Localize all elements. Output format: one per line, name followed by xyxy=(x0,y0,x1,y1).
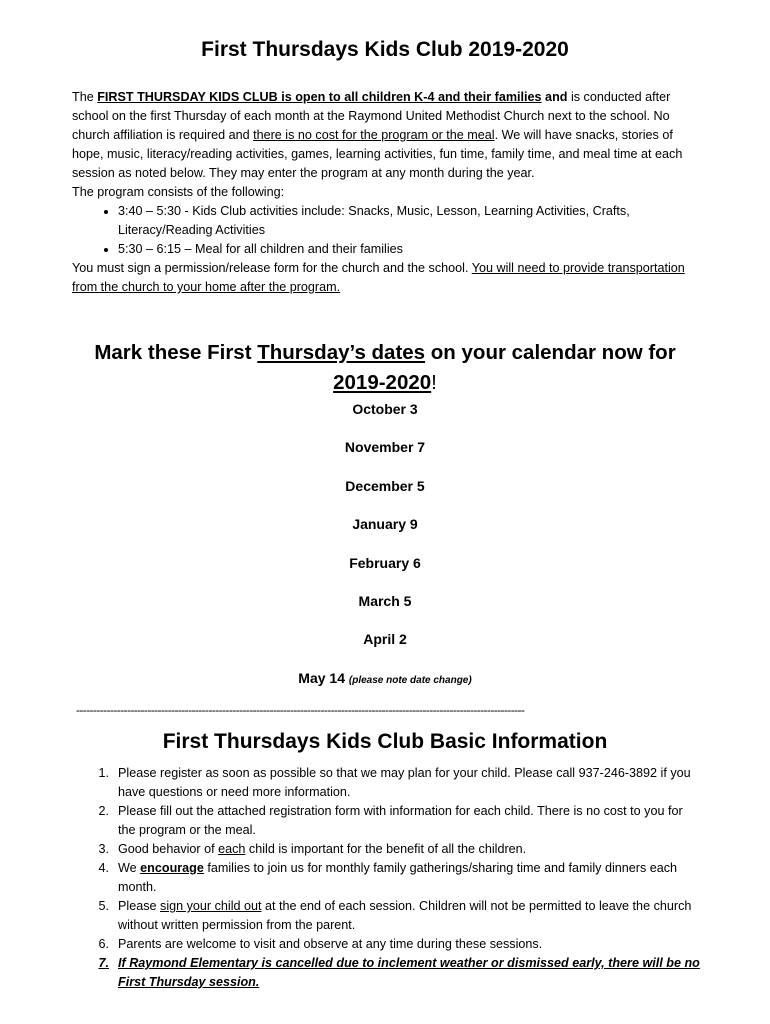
info-item-emphasis: each xyxy=(218,842,246,856)
info-item-text: child is important for the benefit of all the children. xyxy=(245,842,527,856)
permission-paragraph xyxy=(72,259,702,297)
info-item-number: 3. xyxy=(98,842,109,856)
intro-and-text: and xyxy=(541,90,568,104)
program-consists-text: The program consists of the following: xyxy=(72,185,285,199)
info-item xyxy=(72,840,702,859)
calendar-heading-underlined: Thursday’s dates xyxy=(257,341,426,364)
session-date: February 6 xyxy=(349,554,421,571)
info-item-text-group xyxy=(118,840,702,859)
info-item-text: Please register as soon as possible so that we may plan for your child. Please call 937-246-3892 if you have questions or need more information. xyxy=(118,766,691,799)
session-date: December 5 xyxy=(345,477,425,494)
session-date: November 7 xyxy=(344,439,426,456)
info-item-number: 7. xyxy=(98,956,109,970)
session-date: April 2 xyxy=(363,631,407,648)
basic-info-title: First Thursdays Kids Club Basic Information xyxy=(162,730,608,753)
info-item-text-group xyxy=(118,897,702,935)
program-schedule-list xyxy=(72,202,702,259)
info-item-number: 5. xyxy=(98,899,109,913)
info-item-number: 2. xyxy=(98,804,109,818)
schedule-item: • 3:40 – 5:30 - Kids Club activities include: Snacks, Music, Lesson, Learning Activities, Crafts, Literacy/Reading Activities xyxy=(118,202,702,240)
calendar-heading-text: Mark these First xyxy=(94,341,258,364)
info-item xyxy=(72,897,702,935)
schedule-item: • 5:30 – 6:15 – Meal for all children and their families xyxy=(118,240,702,259)
info-item-text: Please fill out the attached registration form with information for each child. There is no cost to you for the program or the meal. xyxy=(118,804,683,837)
intro-text: The xyxy=(72,90,98,104)
info-item-number: 4. xyxy=(98,861,109,875)
session-date: January 9 xyxy=(352,516,418,533)
info-item-text: Parents are welcome to visit and observe at any time during these sessions. xyxy=(118,937,543,951)
info-item-text: families to join us for monthly family gatherings/sharing time and family dinners each month. xyxy=(118,861,678,894)
calendar-heading-bang: ! xyxy=(431,371,437,394)
intro-paragraph xyxy=(72,88,702,183)
intro-text: . We will have snacks, stories of hope, music, literacy/reading activities, games, learning activities, fun time, family time, and meal time at each session as noted below. They may enter the program at any month during the year. xyxy=(72,128,683,180)
intro-eligibility-text: FIRST THURSDAY KIDS CLUB is open to all children K-4 and their families xyxy=(97,90,542,104)
info-item xyxy=(72,802,702,840)
info-item-text: If Raymond Elementary is cancelled due to inclement weather or dismissed early, there will be no First Thursday session. xyxy=(118,956,700,989)
info-item-emphasis: encourage xyxy=(140,861,204,875)
session-date-last xyxy=(0,667,770,705)
intro-text: is conducted after school on the first Thursday of each month at the Raymond United Methodist Church next to the school. No church affiliation is required and xyxy=(72,90,671,142)
info-item-text: We xyxy=(118,861,141,875)
info-item xyxy=(72,764,702,802)
session-dates-list xyxy=(0,398,770,705)
cut-line-divider: ------------------------------------------------------------------------------------------------------------------------------------ xyxy=(76,703,525,717)
info-item-emphasis: sign your child out xyxy=(160,899,262,913)
page-title: First Thursdays Kids Club 2019-2020 xyxy=(201,38,569,61)
session-date: October 3 xyxy=(352,401,418,417)
basic-info-list xyxy=(72,764,702,992)
intro-section xyxy=(72,88,702,297)
date-change-note: (please note date change) xyxy=(348,674,472,686)
info-item-text: Good behavior of xyxy=(118,842,219,856)
session-date: March 5 xyxy=(358,592,412,609)
transportation-text: You will need to provide transportation from the church to your home after the program. xyxy=(72,261,685,294)
info-item-text: at the end of each session. Children will not be permitted to leave the church without written permission from the parent. xyxy=(118,899,692,932)
info-item-text-group xyxy=(118,859,702,897)
info-item-cancellation xyxy=(72,954,702,992)
info-item-number: 6. xyxy=(98,937,109,951)
calendar-heading xyxy=(40,338,730,398)
calendar-heading-year: 2019-2020 xyxy=(333,371,432,394)
permission-text: You must sign a permission/release form for the church and the school. xyxy=(72,261,472,275)
calendar-heading-text: on your calendar now for xyxy=(425,341,676,364)
info-item xyxy=(72,935,702,954)
session-date: May 14 xyxy=(298,669,345,686)
intro-no-cost-text: there is no cost for the program or the meal xyxy=(253,128,495,142)
info-item xyxy=(72,859,702,897)
info-item-text: Please xyxy=(118,899,161,913)
info-item-number: 1. xyxy=(98,766,109,780)
